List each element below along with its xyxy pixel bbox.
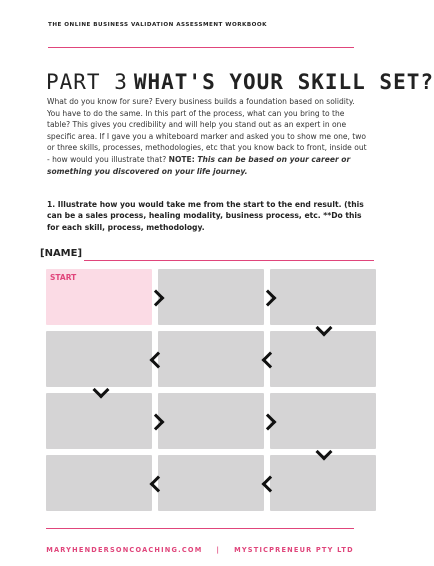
part-label: PART 3: [46, 70, 128, 94]
page-title: [46, 70, 434, 94]
process-step-box[interactable]: [158, 393, 264, 449]
workbook-header: THE ONLINE BUSINESS VALIDATION ASSESSMENT WORKBOOK: [48, 22, 267, 28]
footer-company: MYSTICPRENEUR PTY LTD: [234, 546, 354, 554]
process-step-box[interactable]: [270, 455, 376, 511]
exercise-question: 1. Illustrate how you would take me from the start to the end result. (this can be a sales process, healing modality, business process, etc. **Do this for each skill, process, methodology.: [47, 200, 364, 232]
process-step-box[interactable]: [158, 455, 264, 511]
name-line: [84, 260, 374, 261]
footer-separator: |: [216, 546, 221, 554]
intro-paragraph: [47, 96, 367, 177]
section-heading: WHAT'S YOUR SKILL SET?: [133, 70, 434, 94]
start-label: START: [50, 273, 77, 282]
process-step-box[interactable]: [270, 331, 376, 387]
footer-divider: [46, 528, 354, 529]
start-box[interactable]: [46, 269, 152, 325]
process-step-box[interactable]: [46, 331, 152, 387]
process-step-box[interactable]: [158, 331, 264, 387]
process-step-box[interactable]: [46, 393, 152, 449]
process-step-box[interactable]: [158, 269, 264, 325]
note-label: NOTE:: [168, 154, 195, 164]
process-step-box[interactable]: [46, 455, 152, 511]
process-step-box[interactable]: [270, 269, 376, 325]
process-step-box[interactable]: [270, 393, 376, 449]
footer-website[interactable]: MARYHENDERSONCOACHING.COM: [46, 546, 203, 554]
note-text: This can be based on your career or something you discovered on your life journey.: [47, 154, 351, 176]
name-label: [NAME]: [40, 248, 83, 259]
header-divider: [48, 47, 354, 48]
intro-body: What do you know for sure? Every business builds a foundation based on solidity. You have to do the same. In this part of the process, what can you bring to the table? This gives you credibility and will help you stand out as an expert in one specific area. If I gave you a whiteboard marker and asked you to show me one, two or three skills, processes, methodologies, etc that you know back to front, inside out - how would you illustrate that?: [47, 97, 367, 164]
footer: [0, 546, 400, 554]
